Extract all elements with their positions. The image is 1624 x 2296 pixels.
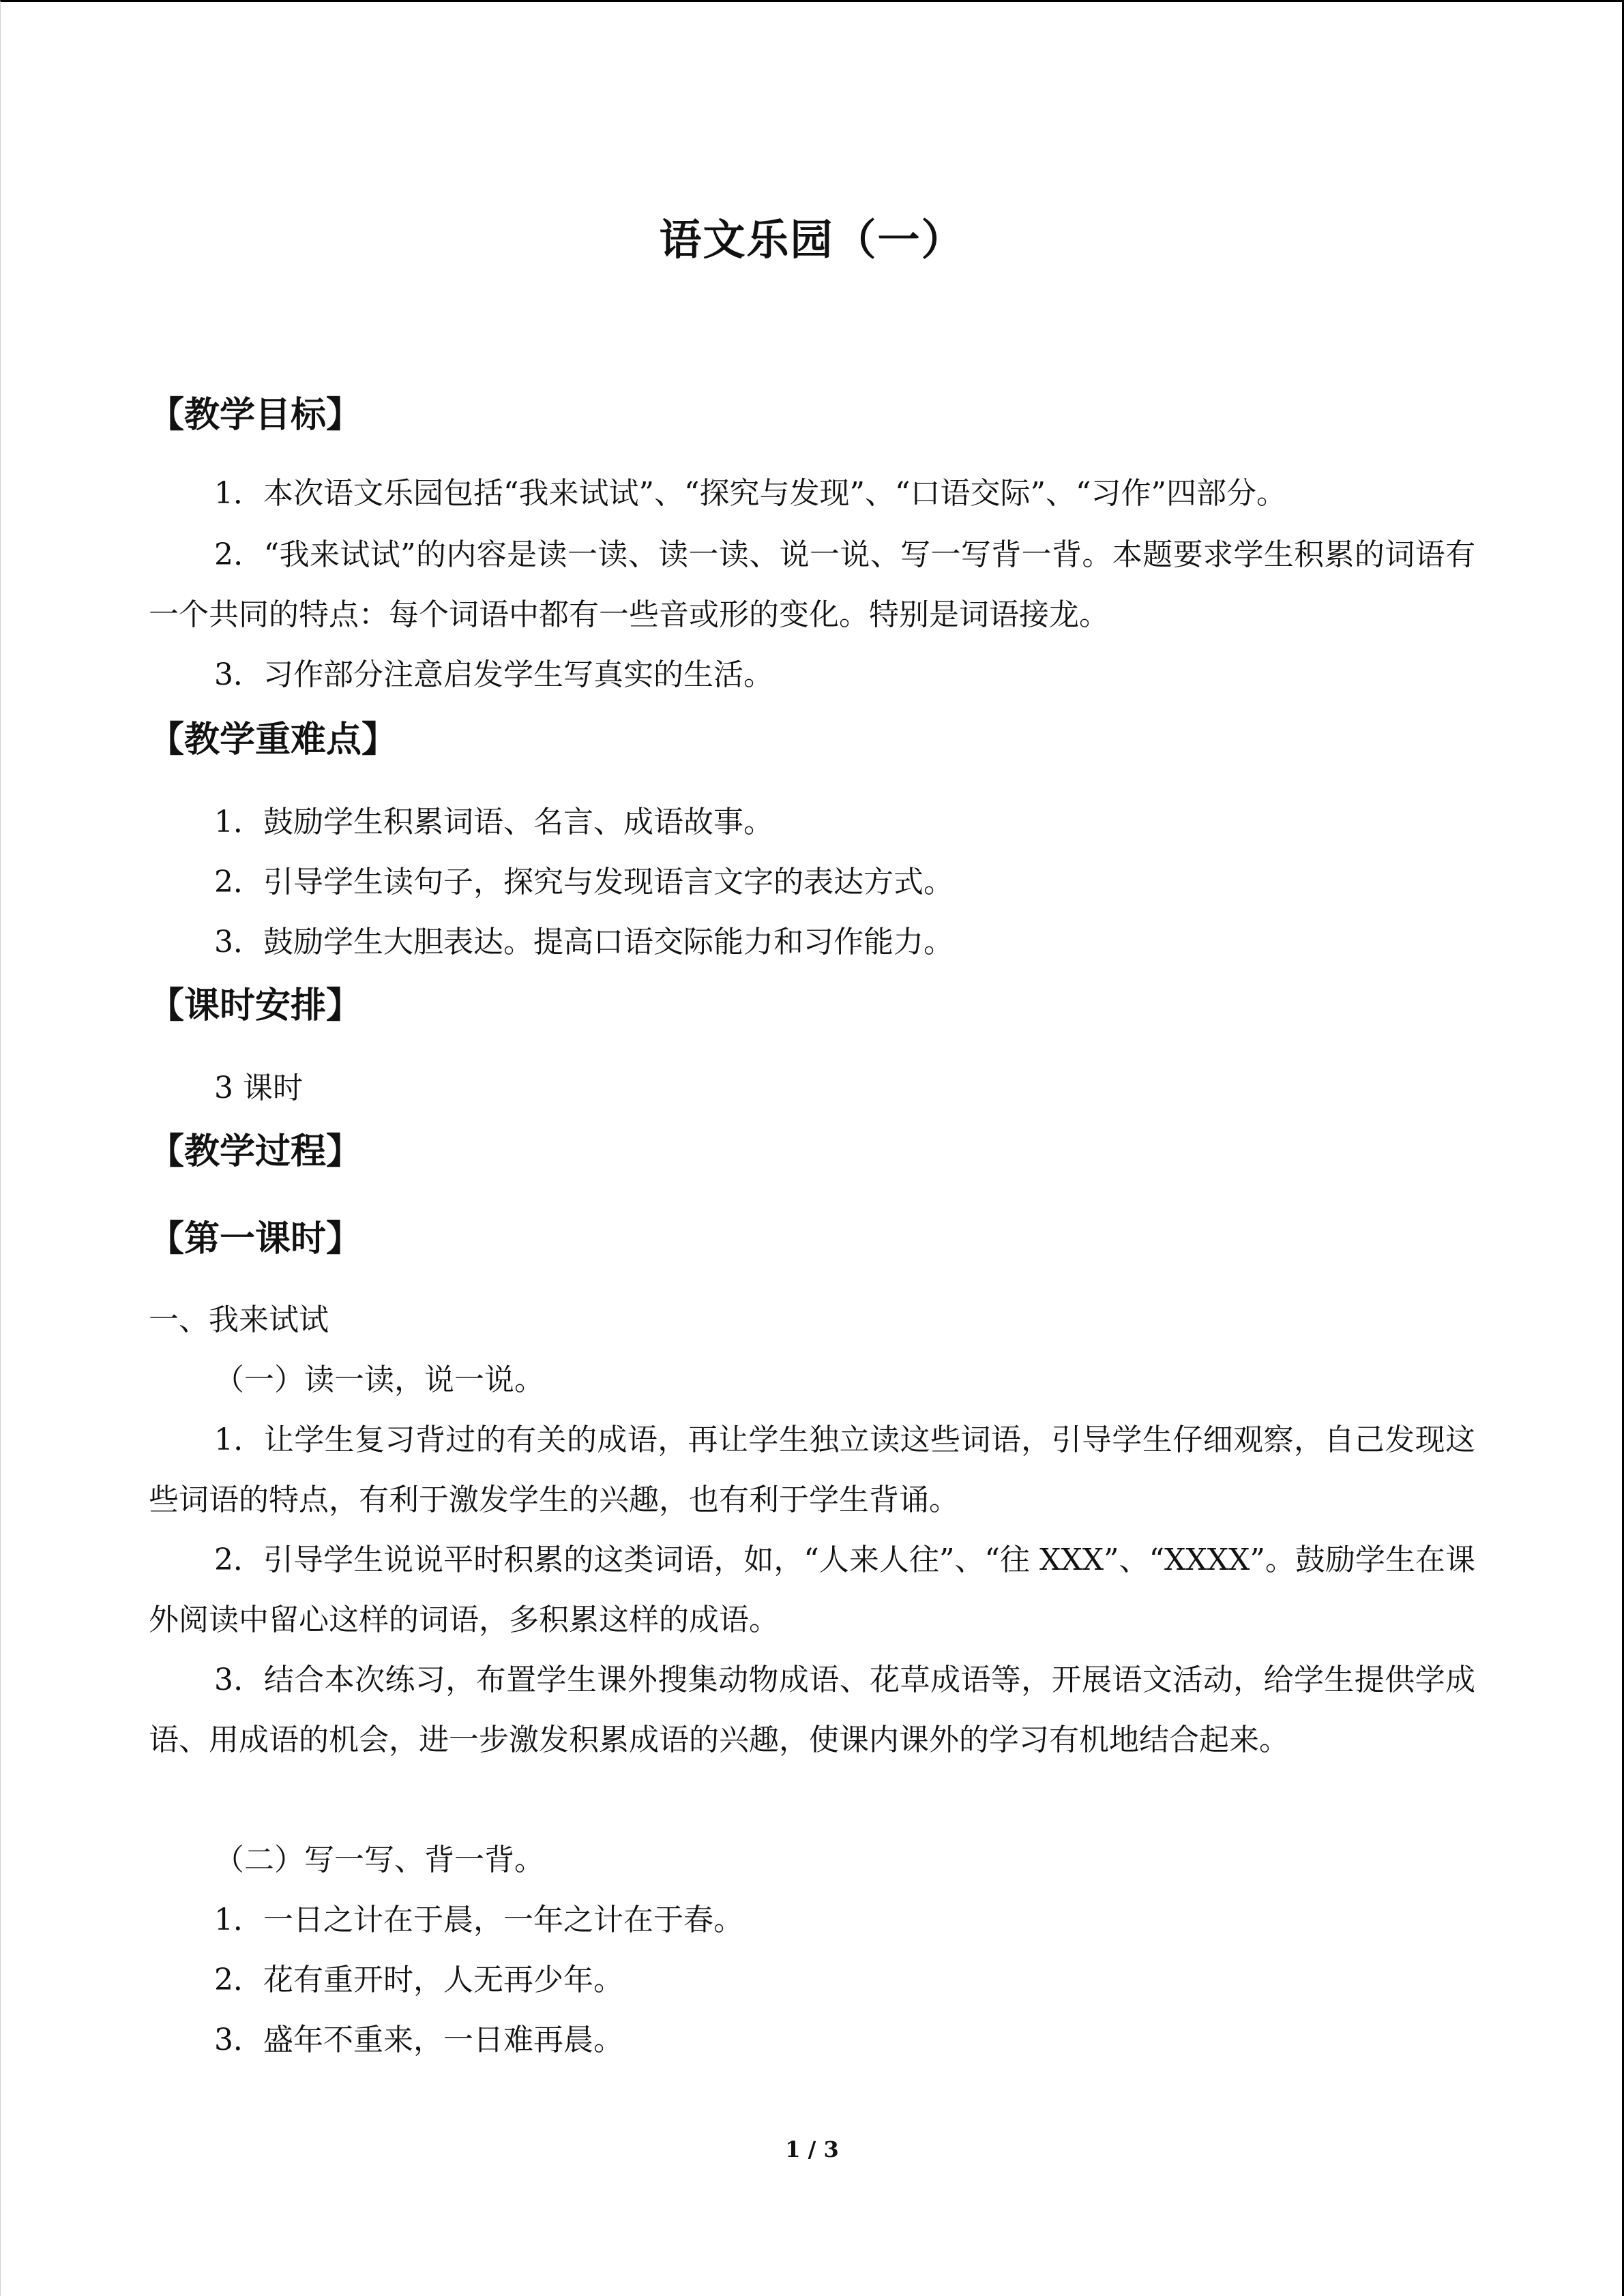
heading-lesson-1: 【第一课时】 (149, 1218, 362, 1259)
schedule-text: 3 课时 (214, 1071, 303, 1105)
heading-key-points: 【教学重难点】 (149, 719, 398, 760)
part-title-try: 一、我来试试 (149, 1302, 329, 1337)
objective-item-2: 2．“我来试试”的内容是读一读、读一读、说一说、写一写背一背。本题要求学生积累的词语有一个共同的特点：每个词语中都有一些音或形的变化。特别是词语接龙。 (149, 537, 1475, 632)
heading-objectives: 【教学目标】 (149, 394, 362, 436)
objective-item-3: 3．习作部分注意启发学生写真实的生活。 (214, 657, 773, 692)
read-say-item-2: 2．引导学生说说平时积累的这类词语，如，“人来人往”、“往 XXX”、“XXXX”。鼓励学生在课外阅读中留心这样的词语，多积累这样的成语。 (149, 1542, 1475, 1637)
read-say-item-1: 1．让学生复习背过的有关的成语，再让学生独立读这些词语，引导学生仔细观察，自己发现这些词语的特点，有利于激发学生的兴趣，也有利于学生背诵。 (149, 1422, 1475, 1517)
document-title: 语文乐园（一） (659, 215, 965, 265)
recite-item-1: 1．一日之计在于晨，一年之计在于春。 (214, 1903, 743, 1937)
heading-schedule: 【课时安排】 (149, 985, 362, 1026)
key-point-item-3: 3．鼓励学生大胆表达。提高口语交际能力和习作能力。 (214, 925, 954, 959)
recite-item-2: 2．花有重开时，人无再少年。 (214, 1963, 623, 1997)
heading-process: 【教学过程】 (149, 1131, 362, 1172)
subsection-title-write-recite: （二）写一写、背一背。 (214, 1843, 544, 1877)
recite-item-3: 3．盛年不重来，一日难再晨。 (214, 2023, 623, 2057)
subsection-title-read-say: （一）读一读，说一说。 (214, 1362, 544, 1397)
read-say-item-3: 3．结合本次练习，布置学生课外搜集动物成语、花草成语等，开展语文活动，给学生提供学成语、用成语的机会，进一步激发积累成语的兴趣，使课内课外的学习有机地结合起来。 (149, 1663, 1475, 1757)
key-point-item-2: 2．引导学生读句子，探究与发现语言文字的表达方式。 (214, 865, 954, 899)
objective-item-1: 1．本次语文乐园包括“我来试试”、“探究与发现”、“口语交际”、“习作”四部分。 (214, 476, 1286, 511)
key-point-item-1: 1．鼓励学生积累词语、名言、成语故事。 (214, 805, 773, 839)
page-number: 1 / 3 (785, 2136, 839, 2162)
